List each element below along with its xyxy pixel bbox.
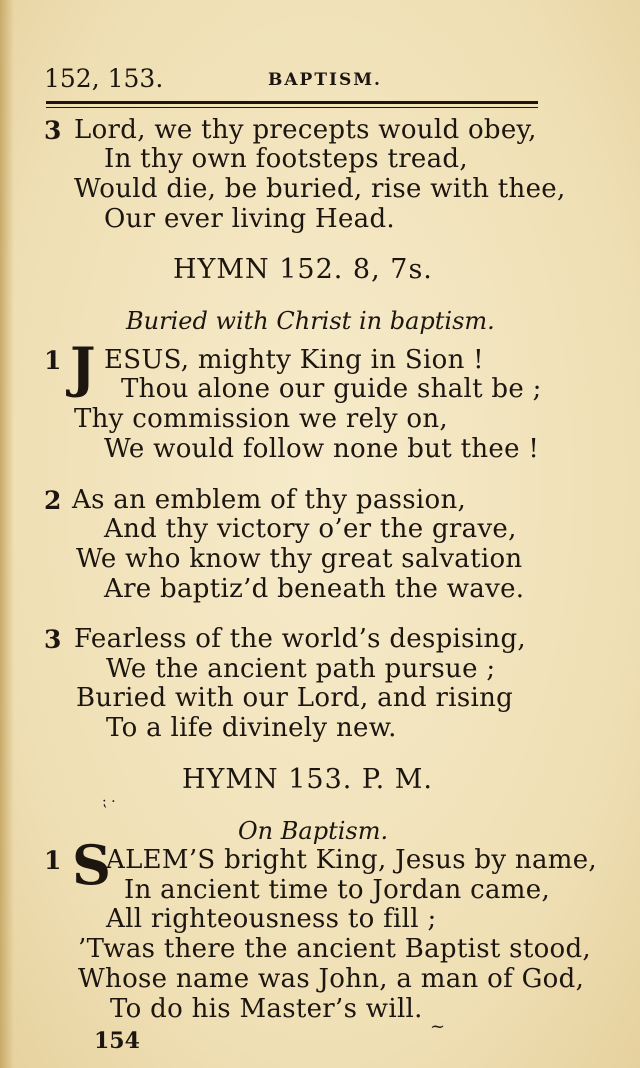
verse-number: 3 [44, 116, 62, 145]
verse-number: 3 [44, 625, 62, 654]
hymn-subtitle: On Baptism. [238, 817, 389, 845]
verse-number: 1 [44, 346, 62, 375]
verse-line: ’Twas there the ancient Baptist stood, [78, 934, 591, 964]
verse-line: In ancient time to Jordan came, [124, 875, 551, 905]
header-rule-thin [46, 107, 538, 108]
verse-line: Our ever living Head. [104, 204, 395, 234]
verse-line: As an emblem of thy passion, [72, 485, 467, 515]
signature-mark: 154 [94, 1028, 140, 1054]
verse-line: Would die, be buried, rise with thee, [74, 174, 566, 204]
hymn-title: HYMN 153. P. M. [182, 764, 434, 795]
header-page-numbers: 152, 153. [44, 64, 164, 93]
verse-line: In thy own footsteps tread, [104, 144, 468, 174]
verse-line: To do his Master’s will. [110, 994, 423, 1024]
verse-line: To a life divinely new. [106, 713, 397, 743]
hymn-subtitle: Buried with Christ in baptism. [126, 307, 495, 335]
header-section-title: BAPTISM. [268, 70, 382, 90]
verse-line: Thou alone our guide shalt be ; [121, 374, 542, 404]
verse-line: Fearless of the world’s despising, [74, 624, 526, 654]
verse-number: 1 [44, 846, 62, 875]
verse-number: 2 [44, 486, 62, 515]
print-specks: ⁏ · [102, 794, 116, 810]
verse-line: Are baptiz’d beneath the wave. [104, 574, 525, 604]
verse-line: ESUS, mighty King in Sion ! [104, 345, 484, 375]
print-mark: ~ [430, 1016, 446, 1037]
verse-line: Lord, we thy precepts would obey, [74, 115, 537, 145]
verse-line: We who know thy great salvation [76, 544, 523, 574]
verse-line: We the ancient path pursue ; [106, 654, 496, 684]
header-rule-thick [46, 101, 538, 104]
verse-line: We would follow none but thee ! [104, 434, 540, 464]
drop-cap: J [70, 335, 96, 399]
verse-line: All righteousness to fill ; [106, 904, 437, 934]
hymn-title: HYMN 152. 8, 7s. [173, 254, 433, 285]
verse-line: And thy victory o’er the grave, [104, 514, 517, 544]
verse-line: Whose name was John, a man of God, [78, 964, 585, 994]
drop-cap: S [72, 833, 111, 897]
page-edge-shadow [0, 0, 14, 1068]
verse-line: Buried with our Lord, and rising [76, 683, 514, 713]
verse-line: ALEM’S bright King, Jesus by name, [106, 845, 597, 875]
verse-line: Thy commission we rely on, [74, 404, 448, 434]
